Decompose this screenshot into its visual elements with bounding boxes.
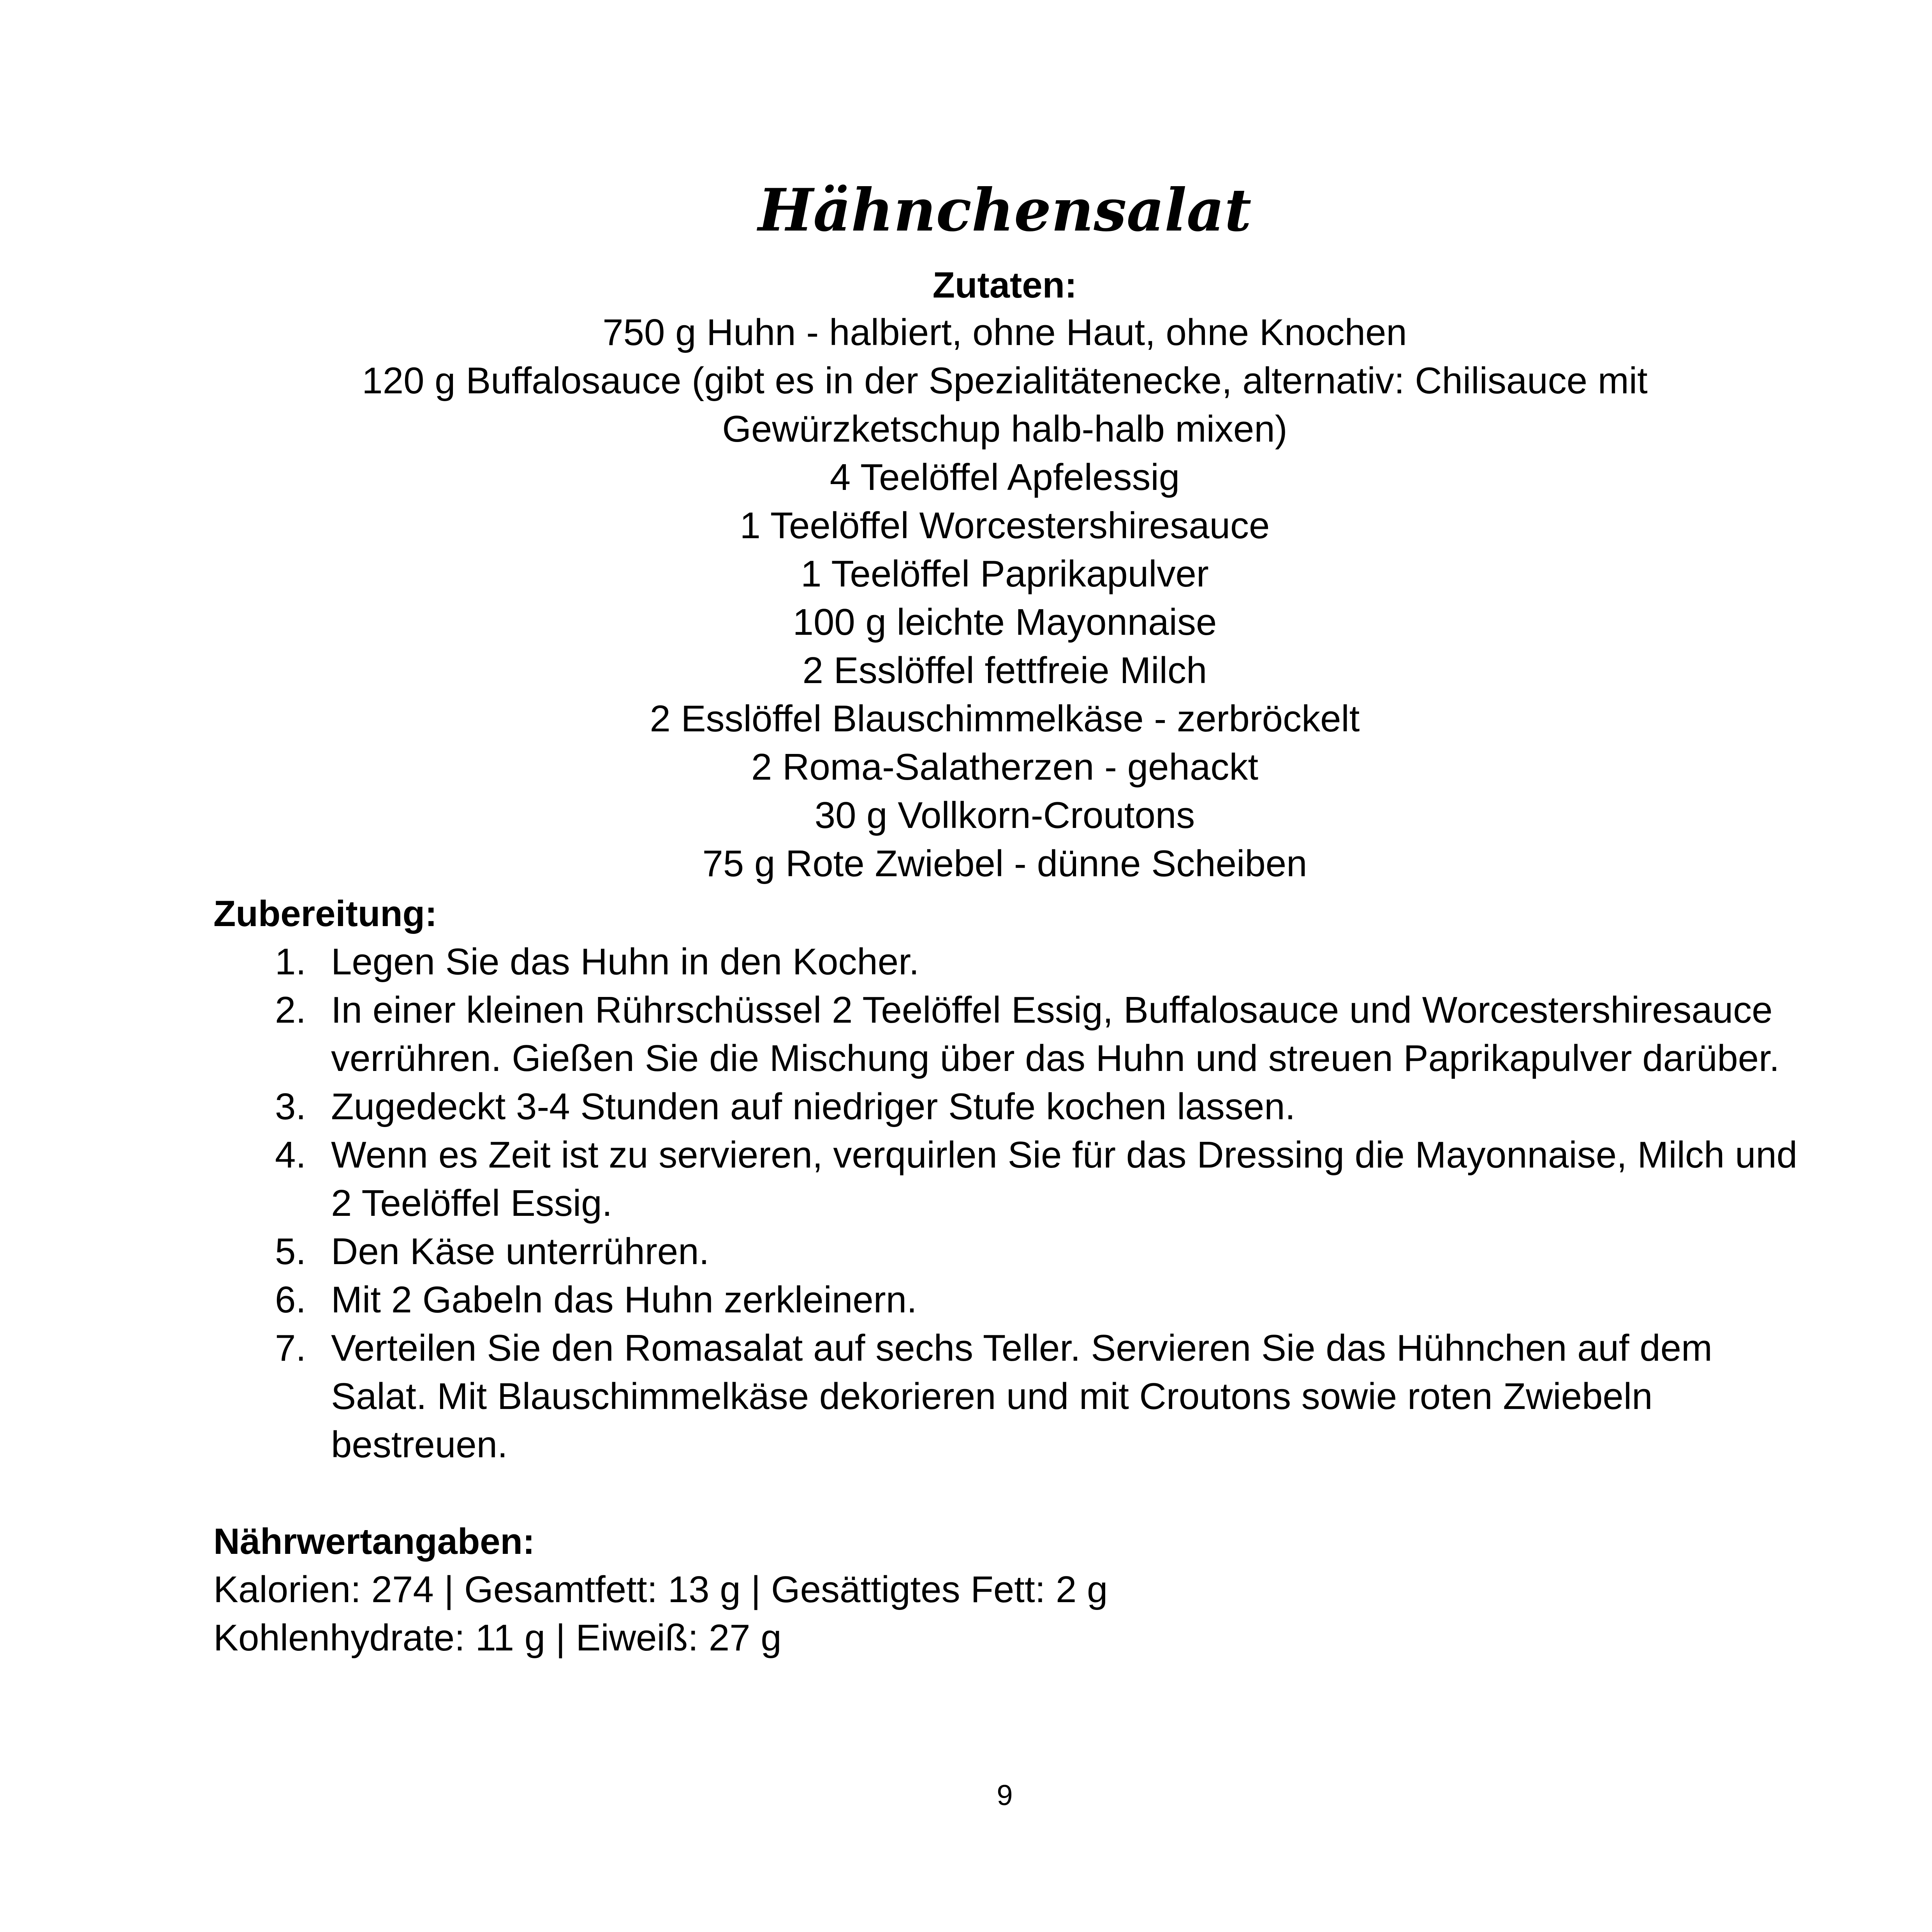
step-item [213,1131,1802,1228]
ingredient-item: 750 g Huhn - halbiert, ohne Haut, ohne Knochen [602,312,1407,353]
preparation-steps [213,938,1802,1469]
ingredient-item: 120 g Buffalosauce (gibt es in der Spezialitätenecke, alternativ: Chilisauce mit Gewürzketschup halb-halb mixen) [362,360,1648,450]
ingredients-list [273,308,1737,888]
ingredient-item: 30 g Vollkorn-Croutons [814,794,1195,836]
step-text: Den Käse unterrühren. [331,1231,710,1272]
step-text: Zugedeckt 3-4 Stunden auf niedriger Stufe kochen lassen. [331,1086,1296,1127]
ingredient-item: 100 g leichte Mayonnaise [793,601,1217,643]
step-number: 2. [275,989,306,1031]
step-number: 3. [275,1086,306,1127]
step-number: 1. [275,941,306,983]
ingredient-item: 75 g Rote Zwiebel - dünne Scheiben [702,843,1307,884]
ingredient-item: 2 Roma-Salatherzen - gehackt [751,746,1258,788]
ingredient-item: 1 Teelöffel Paprikapulver [801,553,1209,595]
ingredient-item: 1 Teelöffel Worcestershiresauce [740,505,1270,546]
nutrition-line: Kalorien: 274 | Gesamtfett: 13 g | Gesättigtes Fett: 2 g [213,1569,1108,1610]
recipe-title: Hähnchensalat [758,176,1252,245]
step-item [213,938,1802,986]
step-text: Mit 2 Gabeln das Huhn zerkleinern. [331,1279,917,1321]
step-item [213,1228,1802,1276]
ingredient-item: 2 Esslöffel Blauschimmelkäse - zerbröckelt [650,698,1360,740]
step-number: 4. [275,1134,306,1176]
ingredient-item: 2 Esslöffel fettfreie Milch [802,650,1207,691]
step-text: Legen Sie das Huhn in den Kocher. [331,941,919,983]
preparation-heading: Zubereitung: [213,893,437,934]
step-text: Wenn es Zeit ist zu servieren, verquirlen Sie für das Dressing die Mayonnaise, Milch und 2 Teelöffel Essig. [331,1134,1798,1224]
step-item [213,1276,1802,1324]
step-number: 6. [275,1279,306,1321]
step-item [213,1083,1802,1131]
step-number: 5. [275,1231,306,1272]
nutrition-info [213,1566,1771,1662]
step-number: 7. [275,1327,306,1369]
nutrition-line: Kohlenhydrate: 11 g | Eiweiß: 27 g [213,1617,782,1659]
step-item [213,1324,1802,1469]
step-text: Verteilen Sie den Romasalat auf sechs Teller. Servieren Sie das Hühnchen auf dem Salat. Mit Blauschimmelkäse dekorieren und mit Croutons sowie roten Zwiebeln bestreuen. [331,1327,1712,1465]
nutrition-heading: Nährwertangaben: [213,1521,535,1562]
step-text: In einer kleinen Rührschüssel 2 Teelöffel Essig, Buffalosauce und Worcestershiresauce verrühren. Gießen Sie die Mischung über das Huhn und streuen Paprikapulver darüber. [331,989,1780,1079]
step-item [213,986,1802,1083]
page-number: 9 [997,1779,1013,1811]
ingredients-heading: Zutaten: [932,264,1077,305]
ingredient-item: 4 Teelöffel Apfelessig [830,456,1180,498]
